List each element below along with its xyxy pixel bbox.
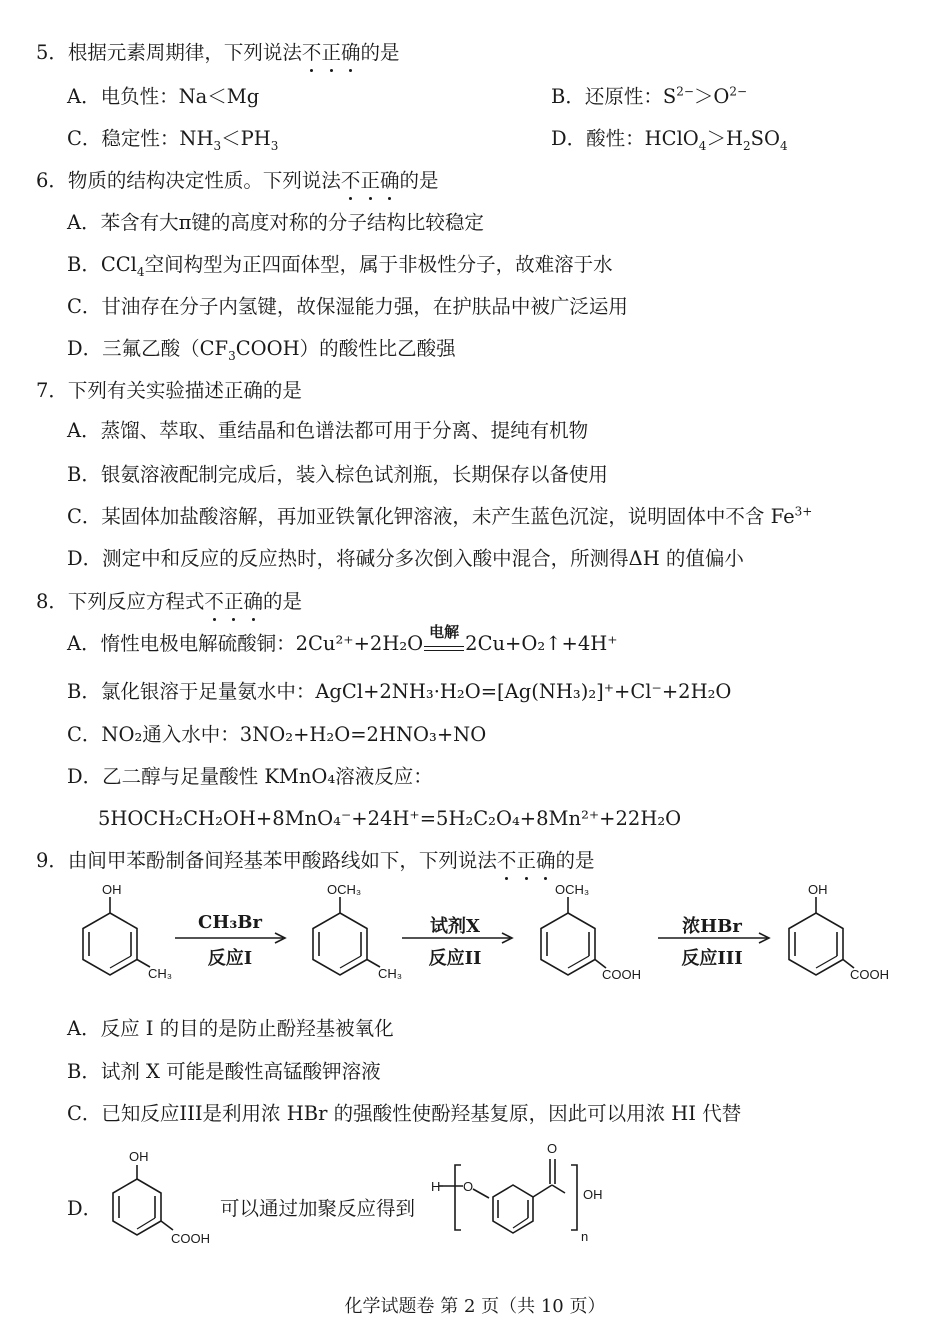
ch3-label-2: CH₃ <box>378 966 403 981</box>
q9-option-b: B．试剂 X 可能是酸性高锰酸钾溶液 <box>67 1060 381 1083</box>
och3-label-2: OCH₃ <box>555 882 590 897</box>
reaction-scheme <box>0 880 950 1005</box>
q5-option-c: C．稳定性：$NH_3<PH_3$ <box>67 127 279 153</box>
carbonyl-o-label: O <box>547 1141 558 1156</box>
h-label: H <box>431 1179 441 1194</box>
polyester-structure <box>425 1135 625 1245</box>
electrolysis-condition: 电解 <box>423 631 465 657</box>
q7-stem: 7．下列有关实验描述正确的是 <box>36 379 302 402</box>
ch3-label-1: CH₃ <box>148 966 173 981</box>
oh-label-polymer: OH <box>583 1187 603 1202</box>
oh-label-monomer: OH <box>129 1149 149 1164</box>
oh-label-1: OH <box>102 882 122 897</box>
q5-option-a: A．电负性：Na＜Mg <box>67 85 260 108</box>
hydroxybenzoic-acid-structure <box>789 897 854 975</box>
q6-option-d: D．三氟乙酸$(CF_3COOH)$的酸性比乙酸强 <box>67 337 456 363</box>
q6-option-b: B．CCl$_4$空间构型为正四面体型，属于非极性分子，故难溶于水 <box>67 253 613 279</box>
cooh-label-1: COOH <box>602 967 641 982</box>
q6-option-a: A．苯含有大π键的高度对称的分子结构比较稳定 <box>67 211 484 234</box>
methyl-ether-structure <box>313 897 380 975</box>
q6-option-c: C．甘油存在分子内氢键，故保湿能力强，在护肤品中被广泛运用 <box>67 295 628 318</box>
q7-option-d: D．测定中和反应的反应热时，将碱分多次倒入酸中混合，所测得ΔH 的值偏小 <box>67 547 744 570</box>
q9-option-d-text: 可以通过加聚反应得到 <box>220 1197 416 1220</box>
q5-option-b: B．还原性：$S^{2-}>O^{2-}$ <box>551 84 748 108</box>
reagent-2: 试剂X <box>430 916 480 937</box>
o-label: O <box>463 1179 474 1194</box>
och3-label-1: OCH₃ <box>327 882 362 897</box>
cooh-label-monomer: COOH <box>171 1231 210 1246</box>
reagent-3: 浓HBr <box>682 916 742 937</box>
n-label: n <box>581 1229 589 1244</box>
right-bracket <box>571 1165 577 1230</box>
hydroxybenzoic-acid-monomer <box>95 1145 235 1255</box>
reaction-1-label: 反应I <box>207 948 253 969</box>
q9-option-c: C．已知反应III是利用浓 HBr 的强酸性使酚羟基复原，因此可以用浓 HI 代替 <box>67 1102 742 1125</box>
methoxy-benzoic-acid-structure <box>541 897 606 975</box>
q8-option-c: C．NO₂通入水中：3NO₂+H₂O=2HNO₃+NO <box>67 723 487 746</box>
q7-option-c: C．某固体加盐酸溶解，再加亚铁氰化钾溶液，未产生蓝色沉淀，说明固体中不含 $Fe^{3+}$ <box>67 504 813 528</box>
q9-option-d-label: D． <box>67 1197 103 1220</box>
q5-option-d: D．酸性：$HClO_4>H_2SO_4$ <box>551 127 788 153</box>
cooh-label-2: COOH <box>850 967 889 982</box>
q8-option-b: B．氯化银溶于足量氨水中：AgCl+2NH₃·H₂O=[Ag(NH₃)₂]⁺+Cl⁻+2H₂O <box>67 680 732 703</box>
left-bracket <box>455 1165 461 1230</box>
reaction-3-label: 反应III <box>681 948 743 969</box>
q8-option-d: D．乙二醇与足量酸性 KMnO₄溶液反应： <box>67 765 433 788</box>
q5-stem: 5．根据元素周期律，下列说法不正确的是 <box>36 41 400 64</box>
q6-stem: 6．物质的结构决定性质。下列说法不正确的是 <box>36 169 439 192</box>
q8-option-a: A．惰性电极电解硫酸铜：2Cu²⁺+2H₂O 电解 2Cu+O₂↑+4H⁺ <box>67 623 618 655</box>
q8-stem: 8．下列反应方程式不正确的是 <box>36 590 302 613</box>
page-footer: 化学试题卷 第 2 页（共 10 页） <box>344 1296 606 1317</box>
q8-option-d-equation: 5HOCH₂CH₂OH+8MnO₄⁻+24H⁺=5H₂C₂O₄+8Mn²⁺+22H₂O <box>98 807 682 830</box>
q9-option-a: A．反应 I 的目的是防止酚羟基被氧化 <box>67 1017 394 1040</box>
q7-option-b: B．银氨溶液配制完成后，装入棕色试剂瓶，长期保存以备使用 <box>67 463 608 486</box>
m-cresol-structure <box>83 897 150 975</box>
oh-label-2: OH <box>808 882 828 897</box>
q9-stem: 9．由间甲苯酚制备间羟基苯甲酸路线如下，下列说法不正确的是 <box>36 849 595 872</box>
reagent-1: CH₃Br <box>198 912 262 933</box>
reaction-2-label: 反应II <box>428 948 482 969</box>
q7-option-a: A．蒸馏、萃取、重结晶和色谱法都可用于分离、提纯有机物 <box>67 419 589 442</box>
